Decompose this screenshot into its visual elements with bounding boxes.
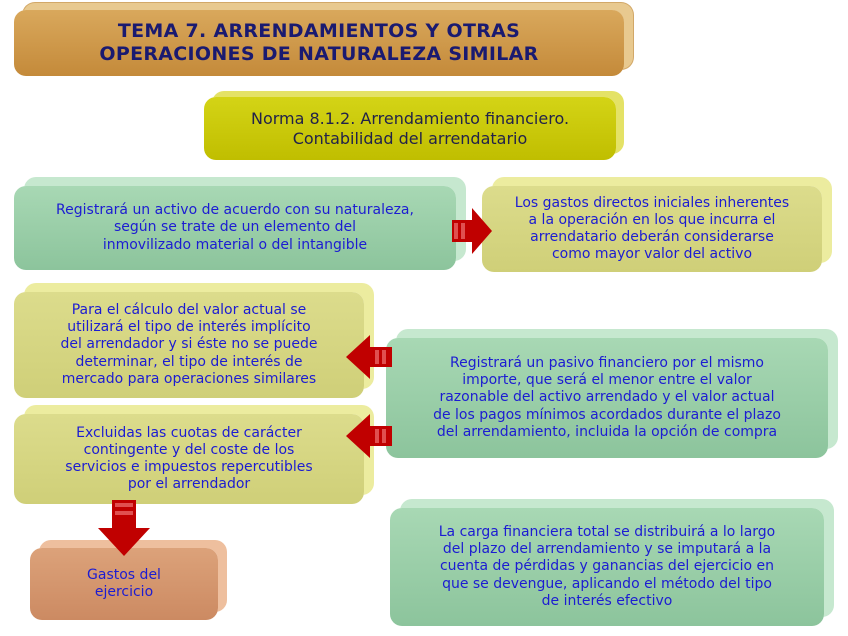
excluidas-box: [14, 414, 364, 504]
activo-text: Registrará un activo de acuerdo con su naturaleza, según se trate de un elemento del inmovilizado material o del intangible: [56, 202, 414, 253]
arrow-left-icon: [346, 333, 392, 381]
title-box: [14, 10, 624, 76]
excluidas-text: Excluidas las cuotas de carácter contingente y del coste de los servicios e impuestos repercutibles por el arrendador: [65, 424, 313, 493]
gastos-directos-text: Los gastos directos iniciales inherentes a la operación en los que incurra el arrendatario deberán considerarse como mayor valor del activo: [514, 194, 790, 263]
carga-financiera-box: [390, 508, 824, 626]
arrow-down-icon: [96, 500, 152, 558]
gastos-ejercicio-box: [30, 548, 218, 620]
norma-text: Norma 8.1.2. Arrendamiento financiero. Contabilidad del arrendatario: [250, 108, 570, 148]
pasivo-text: Registrará un pasivo financiero por el mismo importe, que será el menor entre el valor razonable del activo arrendado y el valor actual de los pagos mínimos acordados durante el plazo del arrendamiento, incluida la opción de compra: [433, 355, 781, 440]
arrow-left-icon: [346, 412, 392, 460]
norma-box: [204, 97, 616, 160]
activo-box: [14, 186, 456, 270]
valor-actual-box: [14, 292, 364, 398]
arrow-right-icon: [452, 206, 494, 256]
gastos-ejercicio-text: Gastos del ejercicio: [87, 566, 161, 600]
valor-actual-text: Para el cálculo del valor actual se utilizará el tipo de interés implícito del arrendador y si éste no se puede determinar, el tipo de interés de mercado para operaciones similares: [60, 302, 318, 387]
title-text: TEMA 7. ARRENDAMIENTOS Y OTRAS OPERACIONES DE NATURALEZA SIMILAR: [99, 19, 539, 65]
carga-financiera-text: La carga financiera total se distribuirá a lo largo del plazo del arrendamiento y se imputará a la cuenta de pérdidas y ganancias del ejercicio en que se devengue, aplicando el método del tipo de interés efectivo: [438, 524, 776, 609]
gastos-directos-box: [482, 186, 822, 272]
pasivo-box: [386, 338, 828, 458]
